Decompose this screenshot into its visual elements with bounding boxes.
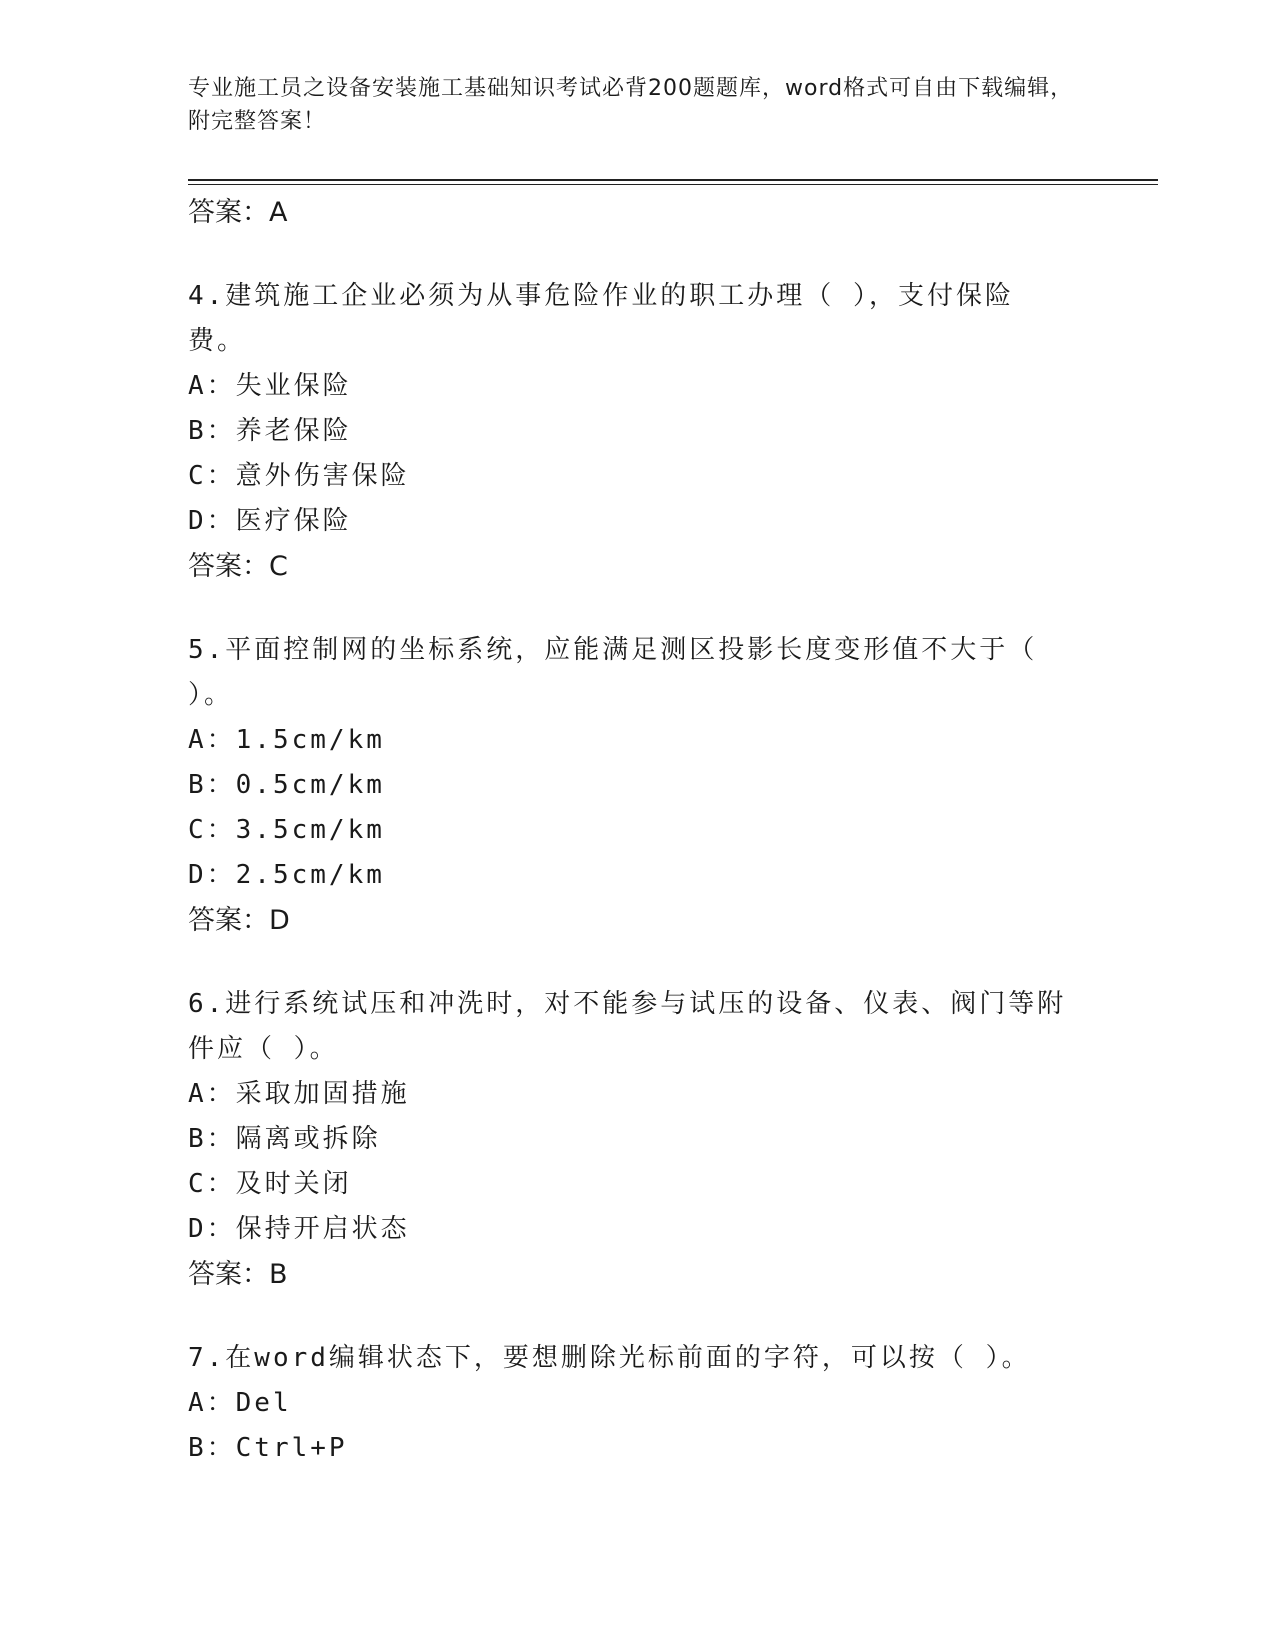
question-item (188, 1336, 1088, 1471)
question-item (188, 274, 1088, 628)
option-b: B：隔离或拆除 (188, 1124, 381, 1154)
header-divider (188, 179, 1158, 181)
option-b: B：养老保险 (188, 416, 352, 446)
option-a: A：Del (188, 1388, 292, 1418)
question-stem: 5.平面控制网的坐标系统，应能满足测区投影长度变形值不大于（ ）。 (188, 635, 1038, 710)
option-a: A：1.5cm/km (188, 725, 385, 755)
option-a: A：失业保险 (188, 371, 352, 401)
question-list (188, 190, 1088, 1471)
question-stem: 7.在word编辑状态下，要想删除光标前面的字符，可以按（ ）。 (188, 1343, 1031, 1373)
answer-line: 答案：A (188, 197, 288, 228)
question-stem: 6.进行系统试压和冲洗时，对不能参与试压的设备、仪表、阀门等附件应（ ）。 (188, 989, 1067, 1064)
header-divider-thin (188, 184, 1158, 185)
answer-line: 答案：C (188, 551, 288, 582)
answer-line: 答案：D (188, 905, 290, 936)
option-a: A：采取加固措施 (188, 1079, 410, 1109)
question-stem: 4.建筑施工企业必须为从事危险作业的职工办理（ ），支付保险费。 (188, 281, 1014, 356)
option-c: C：3.5cm/km (188, 815, 385, 845)
page-header (188, 72, 1088, 138)
option-c: C：意外伤害保险 (188, 461, 410, 491)
option-b: B：0.5cm/km (188, 770, 385, 800)
question-item (188, 628, 1088, 982)
option-d: D：医疗保险 (188, 506, 352, 536)
option-d: D：2.5cm/km (188, 860, 385, 890)
option-b: B：Ctrl+P (188, 1433, 348, 1463)
answer-line: 答案：B (188, 1259, 288, 1290)
document-title: 专业施工员之设备安装施工基础知识考试必背200题题库，word格式可自由下载编辑，附完整答案！ (188, 76, 1074, 134)
option-c: C：及时关闭 (188, 1169, 352, 1199)
option-d: D：保持开启状态 (188, 1214, 410, 1244)
question-item (188, 982, 1088, 1336)
